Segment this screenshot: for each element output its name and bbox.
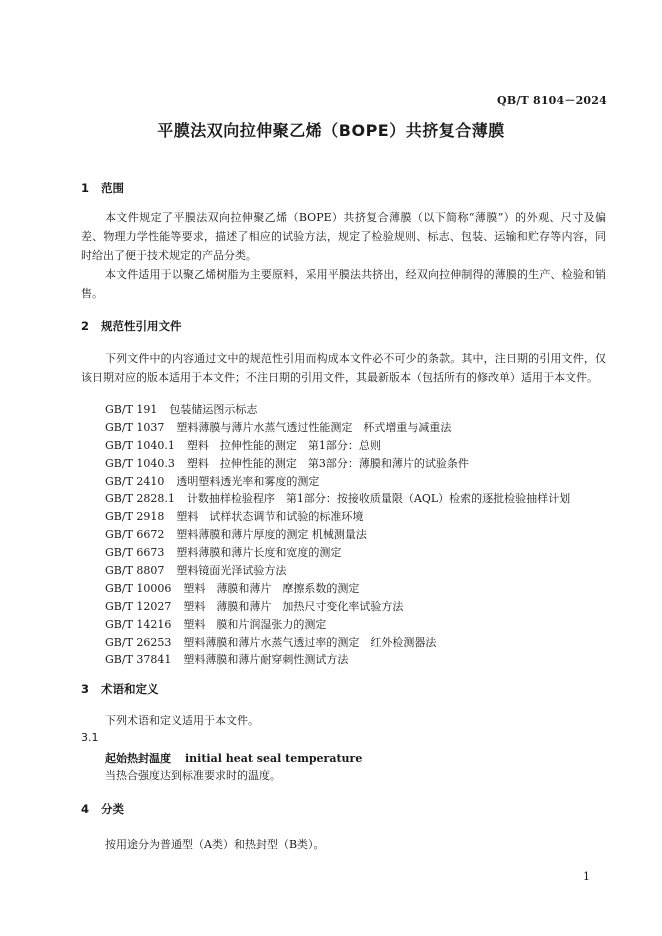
terms-intro: 下列术语和定义适用于本文件。	[105, 714, 259, 727]
reference-title: 塑料 拉伸性能的测定 第3部分：薄膜和薄片的试验条件	[186, 456, 469, 470]
document-title: 平膜法双向拉伸聚乙烯（BOPE）共挤复合薄膜	[157, 121, 505, 140]
reference-code: GB/T 1040.3	[105, 456, 175, 470]
section-3-heading	[81, 681, 159, 697]
reference-title: 塑料薄膜和薄片长度和宽度的测定	[176, 546, 342, 560]
section-title: 规范性引用文件	[101, 319, 182, 333]
section-number: 3	[81, 682, 90, 696]
reference-code: GB/T 191	[105, 403, 158, 416]
scope-paragraph-2: 本文件适用于以聚乙烯树脂为主要原料，采用平膜法共挤出，经双向拉伸制得的薄膜的生产、检验和销售。	[81, 268, 606, 300]
section-number: 4	[81, 802, 90, 816]
term-chinese: 起始热封温度	[105, 752, 171, 765]
reference-item	[105, 544, 570, 562]
reference-item	[105, 616, 570, 634]
reference-item	[105, 562, 570, 580]
reference-title: 塑料镜面光泽试验方法	[176, 564, 287, 578]
reference-code: GB/T 1037	[105, 420, 165, 434]
reference-item	[105, 580, 570, 598]
scope-paragraph-1: 本文件规定了平膜法双向拉伸聚乙烯（BOPE）共挤复合薄膜（以下简称“薄膜”）的外观、尺寸及偏差、物理力学性能等要求，描述了相应的试验方法，规定了检验规则、标志、包装、运输和贮存等内容，同时给出了便于技术规定的产品分类。	[81, 211, 606, 262]
reference-code: GB/T 37841	[105, 653, 172, 667]
reference-code: GB/T 14216	[105, 617, 172, 631]
section-title: 分类	[101, 802, 124, 816]
section-4-heading	[81, 801, 124, 817]
reference-title: 塑料 薄膜和薄片 摩擦系数的测定	[183, 581, 360, 595]
reference-item	[105, 634, 570, 652]
reference-item	[105, 401, 570, 419]
section-2-heading	[81, 318, 182, 334]
term-definition: 当热合强度达到标准要求时的温度。	[105, 769, 281, 782]
reference-title: 塑料薄膜与薄片水蒸气透过性能测定 杯式增重与减重法	[176, 420, 452, 434]
reference-code: GB/T 12027	[105, 599, 172, 613]
reference-title: 塑料薄膜和薄片耐穿刺性测试方法	[183, 653, 349, 667]
references-intro: 下列文件中的内容通过文中的规范性引用而构成本文件必不可少的条款。其中，注日期的引用文件，仅该日期对应的版本适用于本文件；不注日期的引用文件，其最新版本（包括所有的修改单）适用于本文件。	[81, 352, 606, 384]
reference-code: GB/T 10006	[105, 581, 172, 595]
reference-item	[105, 455, 570, 473]
reference-code: GB/T 6672	[105, 528, 165, 542]
term-number: 3.1	[81, 731, 99, 744]
reference-item	[105, 419, 570, 437]
reference-code: GB/T 2410	[105, 474, 165, 488]
reference-code: GB/T 26253	[105, 635, 172, 649]
standard-code: QB/T 8104－2024	[497, 94, 607, 107]
reference-item	[105, 526, 570, 544]
section-1-heading	[81, 180, 124, 196]
page-number: 1	[583, 870, 590, 883]
term-english: initial heat seal temperature	[185, 752, 363, 765]
classification-text: 按用途分为普通型（A类）和热封型（B类）。	[105, 838, 325, 851]
reference-title: 计数抽样检验程序 第1部分：按接收质量限（AQL）检索的逐批检验抽样计划	[186, 492, 571, 506]
reference-title: 塑料 拉伸性能的测定 第1部分：总则	[186, 438, 381, 452]
reference-item	[105, 490, 570, 508]
reference-item	[105, 508, 570, 526]
reference-title: 塑料 膜和片润湿张力的测定	[183, 617, 327, 631]
reference-list	[105, 401, 570, 669]
reference-item	[105, 598, 570, 616]
section-number: 2	[81, 319, 90, 333]
section-title: 范围	[101, 181, 124, 195]
section-title: 术语和定义	[101, 682, 159, 696]
reference-title: 包装储运图示标志	[169, 403, 258, 416]
reference-title: 塑料 薄膜和薄片 加热尺寸变化率试验方法	[183, 599, 404, 613]
reference-title: 塑料薄膜和薄片水蒸气透过率的测定 红外检测器法	[183, 635, 437, 649]
reference-item	[105, 651, 570, 669]
reference-item	[105, 473, 570, 491]
reference-code: GB/T 6673	[105, 546, 165, 560]
reference-item	[105, 437, 570, 455]
section-number: 1	[81, 181, 90, 195]
reference-code: GB/T 1040.1	[105, 438, 175, 452]
term-entry	[105, 750, 362, 766]
reference-code: GB/T 2828.1	[105, 492, 175, 506]
reference-code: GB/T 2918	[105, 510, 165, 524]
reference-title: 塑料 试样状态调节和试验的标准环境	[176, 510, 364, 524]
reference-title: 透明塑料透光率和雾度的测定	[176, 474, 320, 488]
reference-title: 塑料薄膜和薄片厚度的测定 机械测量法	[176, 528, 367, 542]
reference-code: GB/T 8807	[105, 564, 165, 578]
